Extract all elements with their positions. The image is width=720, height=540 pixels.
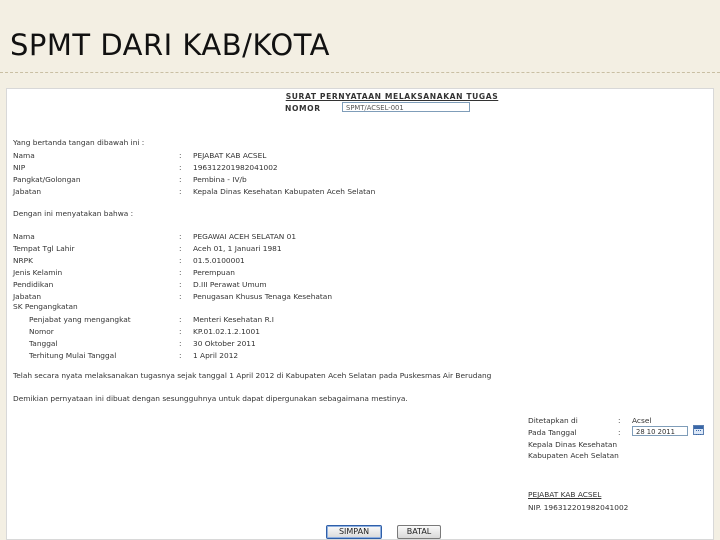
field-colon: : <box>179 163 182 172</box>
field-colon: : <box>179 292 182 301</box>
tanggal-date-input[interactable]: 28 10 2011 <box>632 426 688 436</box>
field-colon: : <box>179 232 182 241</box>
field-colon: : <box>179 315 182 324</box>
field-colon: : <box>179 280 182 289</box>
paragraph-closing: Demikian pernyataan ini dibuat dengan sesungguhnya untuk dapat dipergunakan sebagaimana mestinya. <box>13 394 408 403</box>
intro-text: Yang bertanda tangan dibawah ini : <box>13 138 145 147</box>
cancel-button[interactable]: BATAL <box>397 525 441 539</box>
field-value: PEJABAT KAB ACSEL <box>193 151 267 160</box>
field-colon: : <box>179 244 182 253</box>
signer-role-line-1: Kepala Dinas Kesehatan <box>528 440 618 449</box>
field-label: Nama <box>13 232 35 241</box>
field-label: Pendidikan <box>13 280 54 289</box>
field-label: Terhitung Mulai Tanggal <box>29 351 117 360</box>
save-button[interactable]: SIMPAN <box>326 525 382 539</box>
tanggal-colon: : <box>618 428 621 437</box>
tanggal-label: Pada Tanggal <box>528 428 577 437</box>
sk-label: SK Pengangkatan <box>13 302 78 311</box>
field-label: Nomor <box>29 327 54 336</box>
field-value: 196312201982041002 <box>193 163 278 172</box>
ditetapkan-value: Acsel <box>632 416 652 425</box>
field-value: 01.5.0100001 <box>193 256 245 265</box>
nomor-input[interactable]: SPMT/ACSEL-001 <box>342 102 470 112</box>
field-colon: : <box>179 151 182 160</box>
field-value: KP.01.02.1.2.1001 <box>193 327 260 336</box>
field-value: Kepala Dinas Kesehatan Kabupaten Aceh Selatan <box>193 187 376 196</box>
field-colon: : <box>179 327 182 336</box>
document-header <box>7 92 713 101</box>
field-label: Nama <box>13 151 35 160</box>
field-value: Penugasan Khusus Tenaga Kesehatan <box>193 292 333 301</box>
field-label: Pangkat/Golongan <box>13 175 81 184</box>
ditetapkan-colon: : <box>618 416 621 425</box>
field-colon: : <box>179 339 182 348</box>
field-label: Penjabat yang mengangkat <box>29 315 131 324</box>
title-divider <box>0 72 720 73</box>
ditetapkan-label: Ditetapkan di <box>528 416 578 425</box>
field-value: D.III Perawat Umum <box>193 280 267 289</box>
field-colon: : <box>179 351 182 360</box>
field-label: Tempat Tgl Lahir <box>13 244 75 253</box>
field-colon: : <box>179 268 182 277</box>
field-colon: : <box>179 187 182 196</box>
field-value: Pembina - IV/b <box>193 175 247 184</box>
document-header-text: SURAT PERNYATAAN MELAKSANAKAN TUGAS <box>285 92 499 101</box>
signer-role-line-2: Kabupaten Aceh Selatan <box>528 451 619 460</box>
field-value: 1 April 2012 <box>193 351 239 360</box>
field-colon: : <box>179 175 182 184</box>
signer-name: PEJABAT KAB ACSEL <box>528 490 602 499</box>
document-form <box>6 88 714 540</box>
nomor-label: NOMOR <box>285 104 321 113</box>
field-colon: : <box>179 256 182 265</box>
field-value: Aceh 01, 1 Januari 1981 <box>193 244 282 253</box>
paragraph-assignment: Telah secara nyata melaksanakan tugasnya sejak tanggal 1 April 2012 di Kabupaten Aceh Selatan pada Puskesmas Air Berudang <box>13 371 492 380</box>
signer-nip: NIP. 196312201982041002 <box>528 503 629 512</box>
field-label: Tanggal <box>29 339 58 348</box>
field-label: Jabatan <box>13 292 42 301</box>
calendar-icon[interactable] <box>693 425 704 435</box>
field-value: 30 Oktober 2011 <box>193 339 256 348</box>
statement-text: Dengan ini menyatakan bahwa : <box>13 209 134 218</box>
field-label: Jenis Kelamin <box>13 268 63 277</box>
field-value: Menteri Kesehatan R.I <box>193 315 274 324</box>
slide-title: SPMT DARI KAB/KOTA <box>10 28 330 62</box>
field-value: Perempuan <box>193 268 235 277</box>
field-value: PEGAWAI ACEH SELATAN 01 <box>193 232 297 241</box>
field-label: NIP <box>13 163 26 172</box>
field-label: Jabatan <box>13 187 42 196</box>
field-label: NRPK <box>13 256 33 265</box>
